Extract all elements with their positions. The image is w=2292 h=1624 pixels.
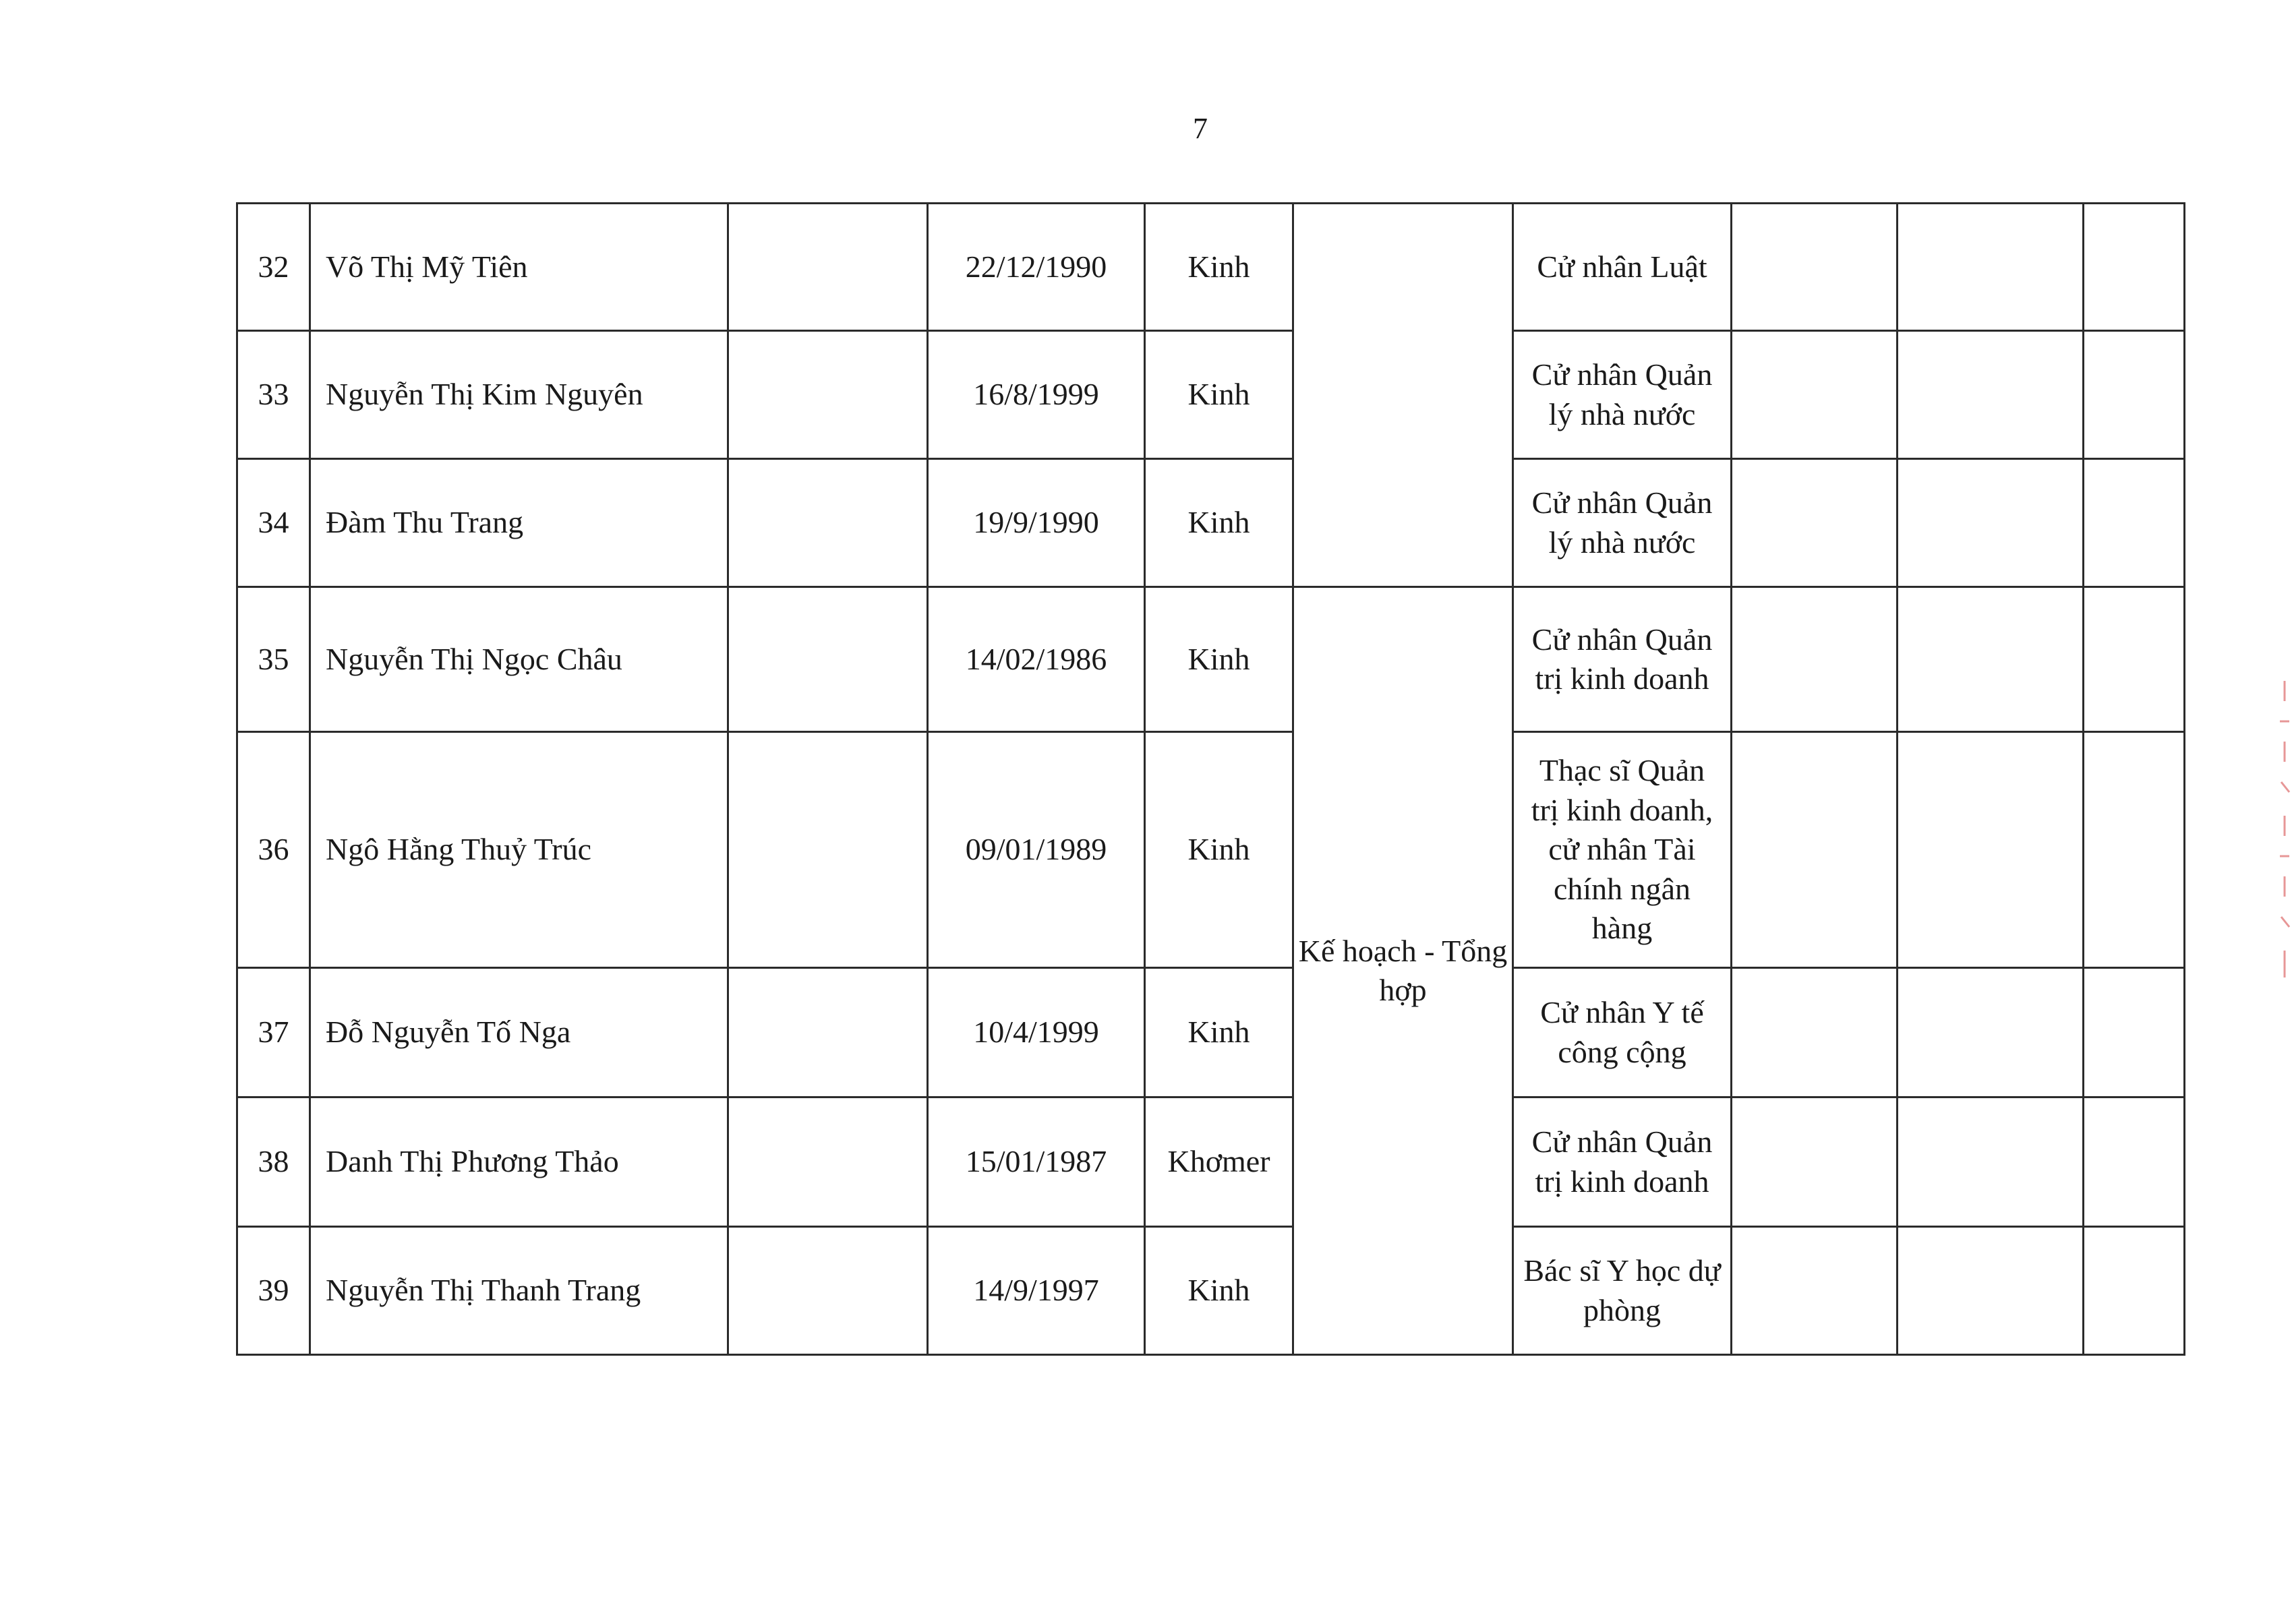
qualification: Bác sĩ Y học dự phòng	[1513, 1227, 1732, 1355]
department-group: Kế hoạch - Tổng hợp	[1293, 587, 1513, 1355]
table-row	[237, 587, 2185, 732]
row-number: 39	[237, 1227, 310, 1355]
row-number: 36	[237, 732, 310, 968]
date-of-birth: 15/01/1987	[928, 1097, 1145, 1227]
date-of-birth: 22/12/1990	[928, 204, 1145, 331]
table-row	[237, 459, 2185, 587]
empty-cell	[728, 1097, 928, 1227]
ethnicity: Khơmer	[1145, 1097, 1293, 1227]
empty-cell	[728, 459, 928, 587]
date-of-birth: 14/9/1997	[928, 1227, 1145, 1355]
table-row	[237, 968, 2185, 1097]
empty-cell	[1732, 459, 1898, 587]
empty-cell	[1732, 587, 1898, 732]
qualification: Cử nhân Luật	[1513, 204, 1732, 331]
empty-cell	[1898, 1097, 2084, 1227]
empty-cell	[1732, 331, 1898, 459]
full-name: Đàm Thu Trang	[310, 459, 728, 587]
staff-table	[236, 202, 2185, 1356]
full-name: Nguyễn Thị Kim Nguyên	[310, 331, 728, 459]
empty-cell	[1898, 587, 2084, 732]
qualification: Cử nhân Quản lý nhà nước	[1513, 331, 1732, 459]
ethnicity: Kinh	[1145, 459, 1293, 587]
empty-cell	[2084, 331, 2185, 459]
empty-cell	[728, 587, 928, 732]
empty-cell	[1732, 1227, 1898, 1355]
row-number: 38	[237, 1097, 310, 1227]
empty-cell	[1898, 732, 2084, 968]
empty-cell	[1732, 204, 1898, 331]
row-number: 34	[237, 459, 310, 587]
ethnicity: Kinh	[1145, 587, 1293, 732]
empty-cell	[1898, 1227, 2084, 1355]
empty-cell	[1898, 331, 2084, 459]
empty-cell	[1732, 968, 1898, 1097]
full-name: Đỗ Nguyễn Tố Nga	[310, 968, 728, 1097]
ethnicity: Kinh	[1145, 331, 1293, 459]
table-row	[237, 1227, 2185, 1355]
full-name: Ngô Hằng Thuỷ Trúc	[310, 732, 728, 968]
qualification: Cử nhân Y tế công cộng	[1513, 968, 1732, 1097]
full-name: Danh Thị Phương Thảo	[310, 1097, 728, 1227]
table-row	[237, 1097, 2185, 1227]
empty-cell	[1732, 1097, 1898, 1227]
empty-cell	[2084, 968, 2185, 1097]
date-of-birth: 10/4/1999	[928, 968, 1145, 1097]
date-of-birth: 09/01/1989	[928, 732, 1145, 968]
empty-cell	[1898, 204, 2084, 331]
red-stamp-edge-mark	[2277, 674, 2292, 991]
empty-cell	[2084, 732, 2185, 968]
ethnicity: Kinh	[1145, 968, 1293, 1097]
ethnicity: Kinh	[1145, 1227, 1293, 1355]
empty-cell	[728, 1227, 928, 1355]
empty-cell	[1898, 968, 2084, 1097]
empty-cell	[2084, 1227, 2185, 1355]
ethnicity: Kinh	[1145, 732, 1293, 968]
full-name: Nguyễn Thị Thanh Trang	[310, 1227, 728, 1355]
row-number: 33	[237, 331, 310, 459]
empty-cell	[728, 732, 928, 968]
qualification: Cử nhân Quản lý nhà nước	[1513, 459, 1732, 587]
empty-cell	[2084, 459, 2185, 587]
ethnicity: Kinh	[1145, 204, 1293, 331]
row-number: 35	[237, 587, 310, 732]
date-of-birth: 19/9/1990	[928, 459, 1145, 587]
empty-cell	[728, 968, 928, 1097]
table-row	[237, 331, 2185, 459]
empty-cell	[2084, 1097, 2185, 1227]
qualification: Cử nhân Quản trị kinh doanh	[1513, 587, 1732, 732]
qualification: Thạc sĩ Quản trị kinh doanh, cử nhân Tài chính ngân hàng	[1513, 732, 1732, 968]
empty-cell	[1732, 732, 1898, 968]
row-number: 37	[237, 968, 310, 1097]
date-of-birth: 14/02/1986	[928, 587, 1145, 732]
department-cell-blank	[1293, 204, 1513, 587]
page-number: 7	[1193, 112, 1208, 145]
table-row	[237, 732, 2185, 968]
empty-cell	[2084, 204, 2185, 331]
full-name: Nguyễn Thị Ngọc Châu	[310, 587, 728, 732]
empty-cell	[2084, 587, 2185, 732]
qualification: Cử nhân Quản trị kinh doanh	[1513, 1097, 1732, 1227]
empty-cell	[728, 331, 928, 459]
empty-cell	[1898, 459, 2084, 587]
full-name: Võ Thị Mỹ Tiên	[310, 204, 728, 331]
empty-cell	[728, 204, 928, 331]
table-row	[237, 204, 2185, 331]
date-of-birth: 16/8/1999	[928, 331, 1145, 459]
row-number: 32	[237, 204, 310, 331]
